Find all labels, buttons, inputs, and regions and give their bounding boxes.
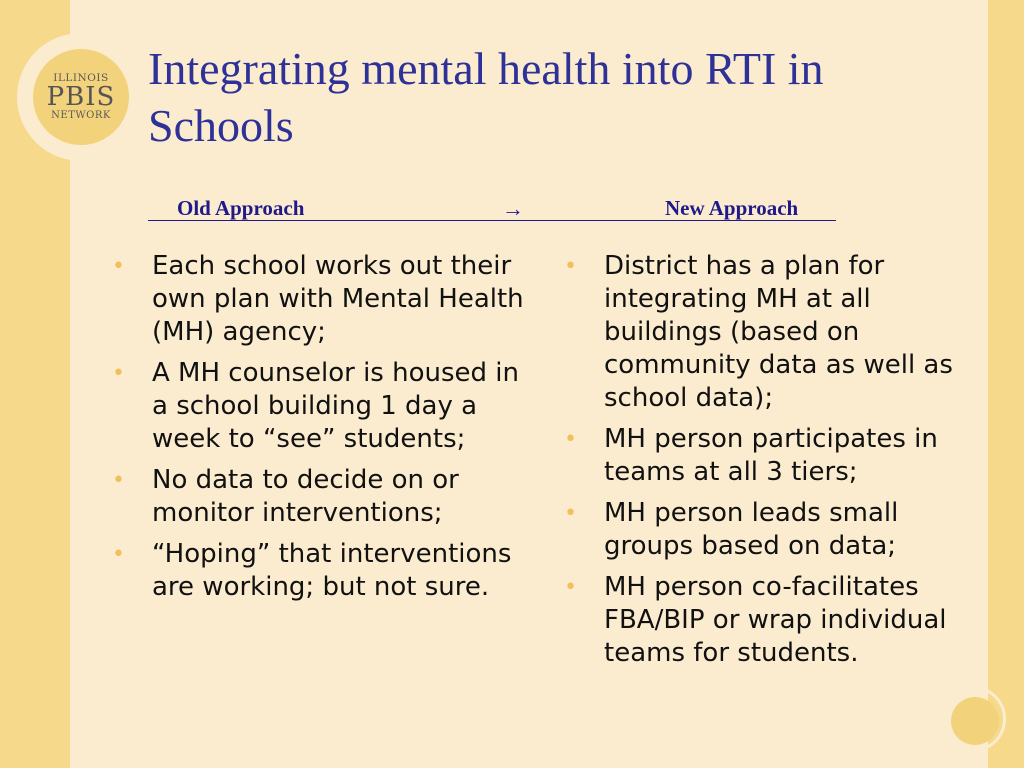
approach-header (148, 196, 848, 224)
bullet-icon: • (112, 542, 125, 567)
logo-line-1: ILLINOIS (53, 72, 109, 84)
old-approach-column (112, 250, 527, 612)
new-item-text: MH person participates in teams at all 3 tiers; (604, 424, 938, 487)
list-item (112, 357, 527, 456)
bullet-icon: • (564, 427, 577, 452)
old-item-text: “Hoping” that interventions are working; but not sure. (152, 539, 512, 602)
new-approach-column (564, 250, 984, 678)
list-item (564, 571, 984, 670)
slide-title: Integrating mental health into RTI in Schools (148, 43, 824, 151)
list-item (112, 538, 527, 604)
list-item (112, 250, 527, 349)
illinois-pbis-logo (33, 49, 129, 145)
new-item-text: MH person leads small groups based on data; (604, 498, 899, 561)
new-item-text: MH person co-facilitates FBA/BIP or wrap individual teams for students. (604, 572, 947, 668)
new-item-text: District has a plan for integrating MH at all buildings (based on community data as well as school data); (604, 251, 953, 413)
bullet-icon: • (564, 254, 577, 279)
bullet-icon: • (112, 468, 125, 493)
new-approach-label: New Approach (665, 196, 799, 220)
right-arrow-icon: → (502, 196, 524, 221)
list-item (564, 250, 984, 415)
list-item (564, 423, 984, 489)
corner-dot (951, 697, 999, 745)
bullet-icon: • (112, 254, 125, 279)
old-approach-label: Old Approach (177, 196, 305, 220)
bullet-icon: • (564, 575, 577, 600)
header-underline (148, 220, 836, 221)
old-item-text: No data to decide on or monitor interventions; (152, 465, 459, 528)
old-item-text: Each school works out their own plan with Mental Health (MH) agency; (152, 251, 524, 347)
list-item (112, 464, 527, 530)
bullet-icon: • (564, 501, 577, 526)
bullet-icon: • (112, 361, 125, 386)
logo-line-3: NETWORK (51, 110, 111, 121)
logo-line-2: PBIS (46, 82, 116, 112)
old-item-text: A MH counselor is housed in a school building 1 day a week to “see” students; (152, 358, 519, 454)
list-item (564, 497, 984, 563)
